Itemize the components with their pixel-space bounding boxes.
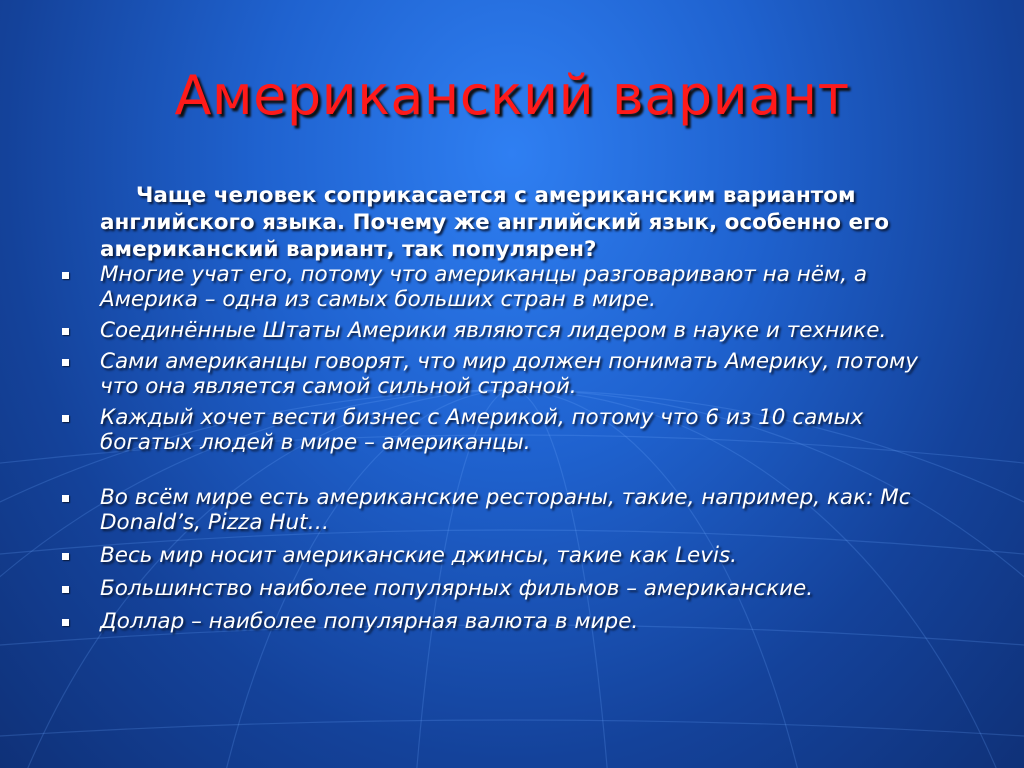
square-bullet-icon [62,586,69,593]
bullet-text: Большинство наиболее популярных фильмов – американские. [100,576,814,601]
square-bullet-icon [62,359,69,366]
bullet-text: Во всём мире есть американские рестораны, такие, например, как: Mc Donald’s, Pizza Hut… [100,485,911,535]
intro-paragraph [100,182,980,263]
bullet-text: Сами американцы говорят, что мир должен понимать Америку, потому что она является самой сильной страной. [100,349,918,399]
square-bullet-icon [62,619,69,626]
bullet-text: Каждый хочет вести бизнес с Америкой, потому что 6 из 10 самых богатых людей в мире – американцы. [100,405,864,455]
list-item [60,405,960,455]
bullet-text: Доллар – наиболее популярная валюта в мире. [100,609,639,634]
square-bullet-icon [62,495,69,502]
list-item [60,349,960,399]
list-item [60,262,960,312]
slide-title: Американский вариант [174,64,850,127]
square-bullet-icon [62,553,69,560]
list-item [60,485,960,535]
square-bullet-icon [62,272,69,279]
intro-text: Чаще человек соприкасается с американским вариантом английского языка. Почему же английский язык, особенно его американский вариант, так популярен? [100,183,890,262]
list-item [60,318,960,343]
bullet-text: Весь мир носит американские джинсы, такие как Levis. [100,543,738,568]
bullet-text: Соединённые Штаты Америки являются лидером в науке и технике. [100,318,887,343]
square-bullet-icon [62,415,69,422]
list-item [60,576,960,601]
square-bullet-icon [62,328,69,335]
list-item [60,609,960,634]
bullet-text: Многие учат его, потому что американцы разговаривают на нём, а Америка – одна из самых больших стран в мире. [100,262,868,312]
bullet-list [60,262,960,634]
list-item [60,543,960,568]
